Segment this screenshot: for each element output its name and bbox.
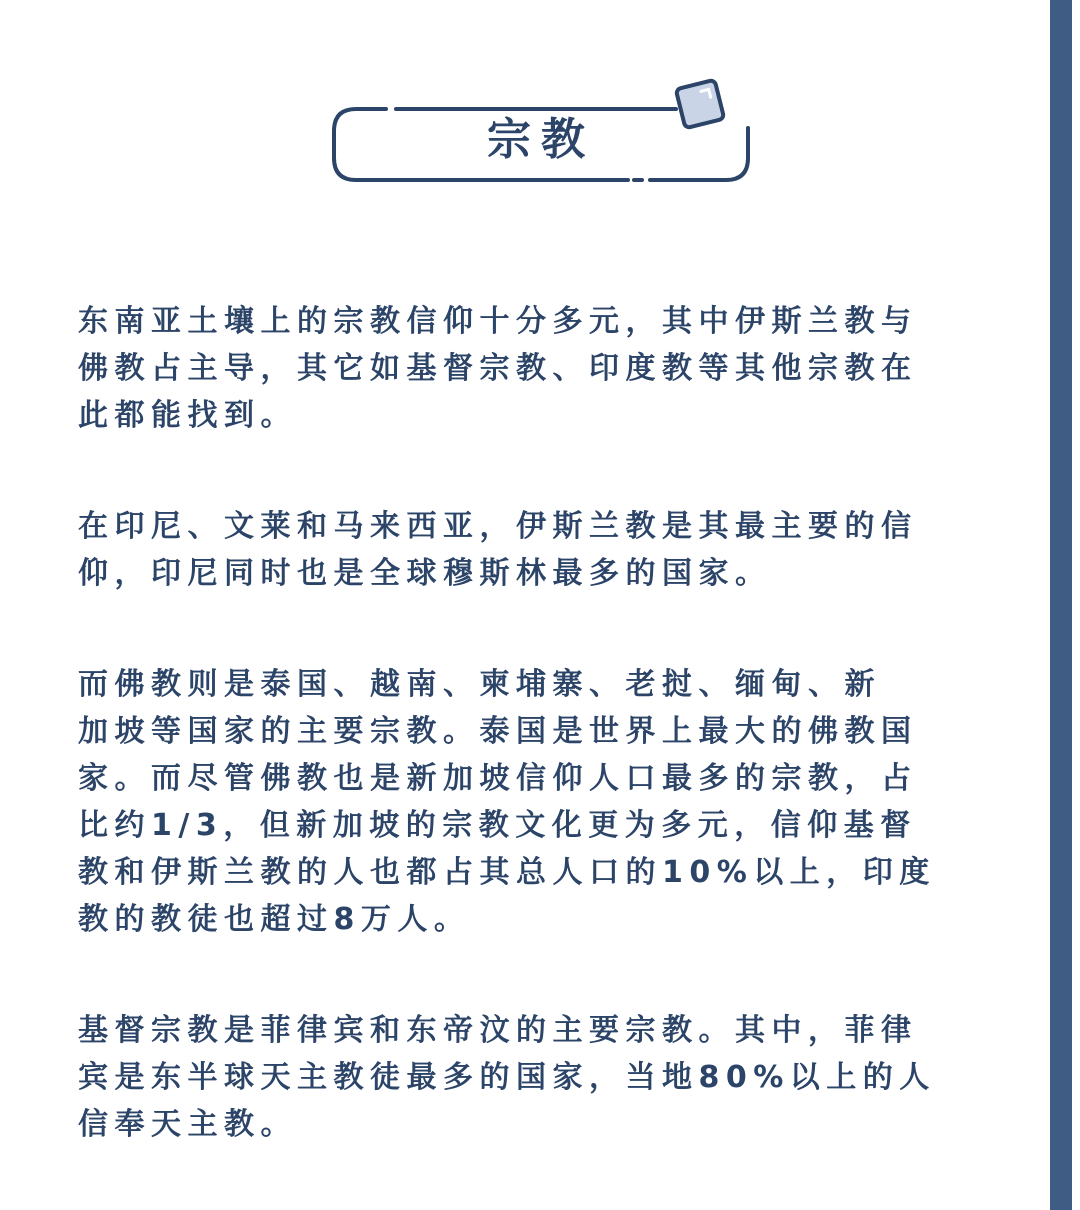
paragraph-intro — [78, 298, 1006, 439]
text-line: 仰，印尼同时也是全球穆斯林最多的国家。 — [78, 556, 772, 591]
right-accent-bar — [1050, 0, 1072, 1210]
article-body — [78, 298, 1006, 1148]
text-line: 教和伊斯兰教的人也都占其总人口的10%以上，印度 — [78, 855, 936, 890]
text-line: 而佛教则是泰国、越南、柬埔寨、老挝、缅甸、新 — [78, 667, 881, 702]
paragraph-islam — [78, 503, 1006, 597]
text-line: 在印尼、文莱和马来西亚，伊斯兰教是其最主要的信 — [78, 509, 918, 544]
text-line: 家。而尽管佛教也是新加坡信仰人口最多的宗教，占 — [78, 761, 918, 796]
text-line: 东南亚土壤上的宗教信仰十分多元，其中伊斯兰教与 — [78, 304, 918, 339]
title-badge — [328, 88, 754, 188]
paragraph-christianity — [78, 1007, 1006, 1148]
text-line: 佛教占主导，其它如基督宗教、印度教等其他宗教在 — [78, 351, 918, 386]
page-title: 宗教 — [487, 114, 595, 165]
text-line: 教的教徒也超过8万人。 — [78, 902, 471, 937]
text-line: 此都能找到。 — [78, 398, 297, 433]
text-line: 信奉天主教。 — [78, 1107, 297, 1142]
text-line: 加坡等国家的主要宗教。泰国是世界上最大的佛教国 — [78, 714, 918, 749]
text-line: 比约1/3，但新加坡的宗教文化更为多元，信仰基督 — [78, 808, 917, 843]
text-line: 宾是东半球天主教徒最多的国家，当地80%以上的人 — [78, 1060, 936, 1095]
paragraph-buddhism — [78, 661, 1006, 943]
text-line: 基督宗教是菲律宾和东帝汶的主要宗教。其中，菲律 — [78, 1013, 918, 1048]
